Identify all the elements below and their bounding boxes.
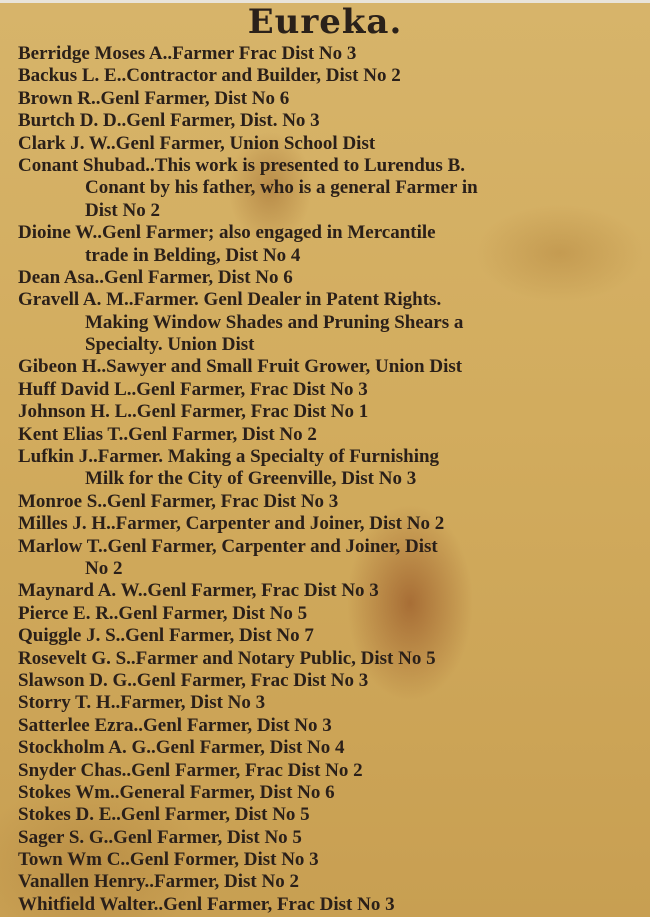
entry-line: Pierce E. R..Genl Farmer, Dist No 5 (18, 602, 308, 624)
entry-line: Burtch D. D..Genl Farmer, Dist. No 3 (18, 110, 320, 132)
entry-line: Town Wm C..Genl Former, Dist No 3 (18, 849, 319, 871)
entry-line: Kent Elias T..Genl Farmer, Dist No 2 (18, 423, 317, 445)
entry-line: Satterlee Ezra..Genl Farmer, Dist No 3 (18, 714, 332, 736)
entry-line: Backus L. E..Contractor and Builder, Dist No 2 (18, 65, 401, 87)
page-title: Eureka. (247, 3, 403, 39)
entry-line: Whitfield Walter..Genl Farmer, Frac Dist No 3 (18, 893, 395, 915)
entry-continuation-line: Specialty. Union Dist (85, 334, 255, 356)
entry-line: Milles J. H..Farmer, Carpenter and Joiner, Dist No 2 (18, 513, 445, 535)
entry-line: Clark J. W..Genl Farmer, Union School Dist (18, 132, 376, 154)
entry-line: Sager S. G..Genl Farmer, Dist No 5 (18, 826, 302, 848)
entry-line: Vanallen Henry..Farmer, Dist No 2 (18, 871, 299, 893)
entry-line: Stokes D. E..Genl Farmer, Dist No 5 (18, 804, 310, 826)
entry-continuation-line: No 2 (85, 557, 123, 579)
directory-list (18, 43, 644, 916)
entry-line: Marlow T..Genl Farmer, Carpenter and Joiner, Dist (18, 535, 438, 557)
entry-continuation-line: Conant by his father, who is a general Farmer in (85, 177, 478, 199)
entry-line: Dioine W..Genl Farmer; also engaged in Mercantile (18, 222, 436, 244)
entry-line: Dean Asa..Genl Farmer, Dist No 6 (18, 266, 293, 288)
entry-line: Gibeon H..Sawyer and Small Fruit Grower, Union Dist (18, 356, 463, 378)
entry-line: Quiggle J. S..Genl Farmer, Dist No 7 (18, 625, 314, 647)
entry-line: Stockholm A. G..Genl Farmer, Dist No 4 (18, 737, 345, 759)
entry-line: Huff David L..Genl Farmer, Frac Dist No 3 (18, 378, 368, 400)
entry-line: Lufkin J..Farmer. Making a Specialty of Furnishing (18, 446, 440, 468)
entry-line: Maynard A. W..Genl Farmer, Frac Dist No 3 (18, 580, 379, 602)
entry-continuation-line: Milk for the City of Greenville, Dist No 3 (85, 468, 417, 490)
entry-continuation-line: Making Window Shades and Pruning Shears a (85, 311, 464, 333)
entry-line: Gravell A. M..Farmer. Genl Dealer in Patent Rights. (18, 289, 442, 311)
entry-line: Berridge Moses A..Farmer Frac Dist No 3 (18, 43, 357, 64)
entry-continuation-line: trade in Belding, Dist No 4 (85, 244, 301, 266)
entry-line: Snyder Chas..Genl Farmer, Frac Dist No 2 (18, 759, 363, 781)
entry-line: Rosevelt G. S..Farmer and Notary Public, Dist No 5 (18, 647, 436, 669)
entry-line: Storry T. H..Farmer, Dist No 3 (18, 692, 266, 714)
entry-line: Brown R..Genl Farmer, Dist No 6 (18, 87, 290, 109)
entry-line: Stokes Wm..General Farmer, Dist No 6 (18, 781, 335, 803)
entry-line: Monroe S..Genl Farmer, Frac Dist No 3 (18, 490, 339, 512)
entry-continuation-line: Dist No 2 (85, 199, 160, 221)
entry-line: Johnson H. L..Genl Farmer, Frac Dist No 1 (18, 401, 369, 423)
entry-line: Slawson D. G..Genl Farmer, Frac Dist No 3 (18, 669, 369, 691)
entry-line: Conant Shubad..This work is presented to Lurendus B. (18, 154, 465, 176)
